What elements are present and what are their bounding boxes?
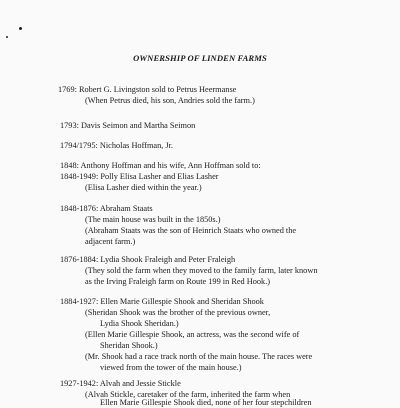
entry-line: (Abraham Staats was the son of Heinrich Staats who owned the (85, 226, 297, 235)
entry-line: 1793: Davis Seimon and Martha Seimon (60, 121, 196, 130)
entry-line: 1848: Anthony Hoffman and his wife, Ann Hoffman sold to: (60, 161, 261, 170)
entry-line: 1848-1949: Polly Elisa Lasher and Elias Lasher (60, 172, 219, 181)
entry-line: (They sold the farm when they moved to the family farm, later known (85, 266, 318, 275)
entry-line: (Ellen Marie Gillespie Shook, an actress, was the second wife of (85, 330, 300, 339)
entry-line: 1927-1942: Alvah and Jessie Stickle (60, 379, 181, 388)
entry-line: 1848-1876: Abraham Staats (60, 204, 153, 213)
entry-line: Lydia Shook Sheridan.) (100, 319, 179, 328)
entry-line: (Elisa Lasher died within the year.) (85, 183, 202, 192)
entry-line: Ellen Marie Gillespie Shook died, none of her four stepchildren (100, 398, 312, 407)
entry-line: 1884-1927: Ellen Marie Gillespie Shook and Sheridan Shook (60, 297, 264, 306)
entry-line: (When Petrus died, his son, Andries sold the farm.) (85, 96, 255, 105)
entry-line: 1794/1795: Nicholas Hoffman, Jr. (60, 141, 173, 150)
document-title: OWNERSHIP OF LINDEN FARMS (133, 53, 267, 63)
entry-line: 1769: Robert G. Livingston sold to Petrus Heermanse (58, 85, 237, 94)
entry-line: as the Irving Fraleigh farm on Route 199 in Red Hook.) (85, 277, 271, 286)
entry-line: Sheridan Shook.) (100, 341, 158, 350)
entry-line: (Mr. Shook had a race track north of the main house. The races were (85, 352, 313, 361)
entry-line: (The main house was built in the 1850s.) (85, 215, 221, 224)
scan-speck (19, 27, 22, 30)
entry-line: 1876-1884: Lydia Shook Fraleigh and Peter Fraleigh (60, 255, 236, 264)
entry-line: viewed from the tower of the main house.) (100, 363, 242, 372)
entry-line: (Sheridan Shook was the brother of the previous owner, (85, 308, 271, 317)
entry-line: (Alvah Stickle, caretaker of the farm, inherited the farm when (85, 390, 291, 399)
scan-speck (6, 36, 8, 38)
entry-line: adjacent farm.) (85, 237, 136, 246)
